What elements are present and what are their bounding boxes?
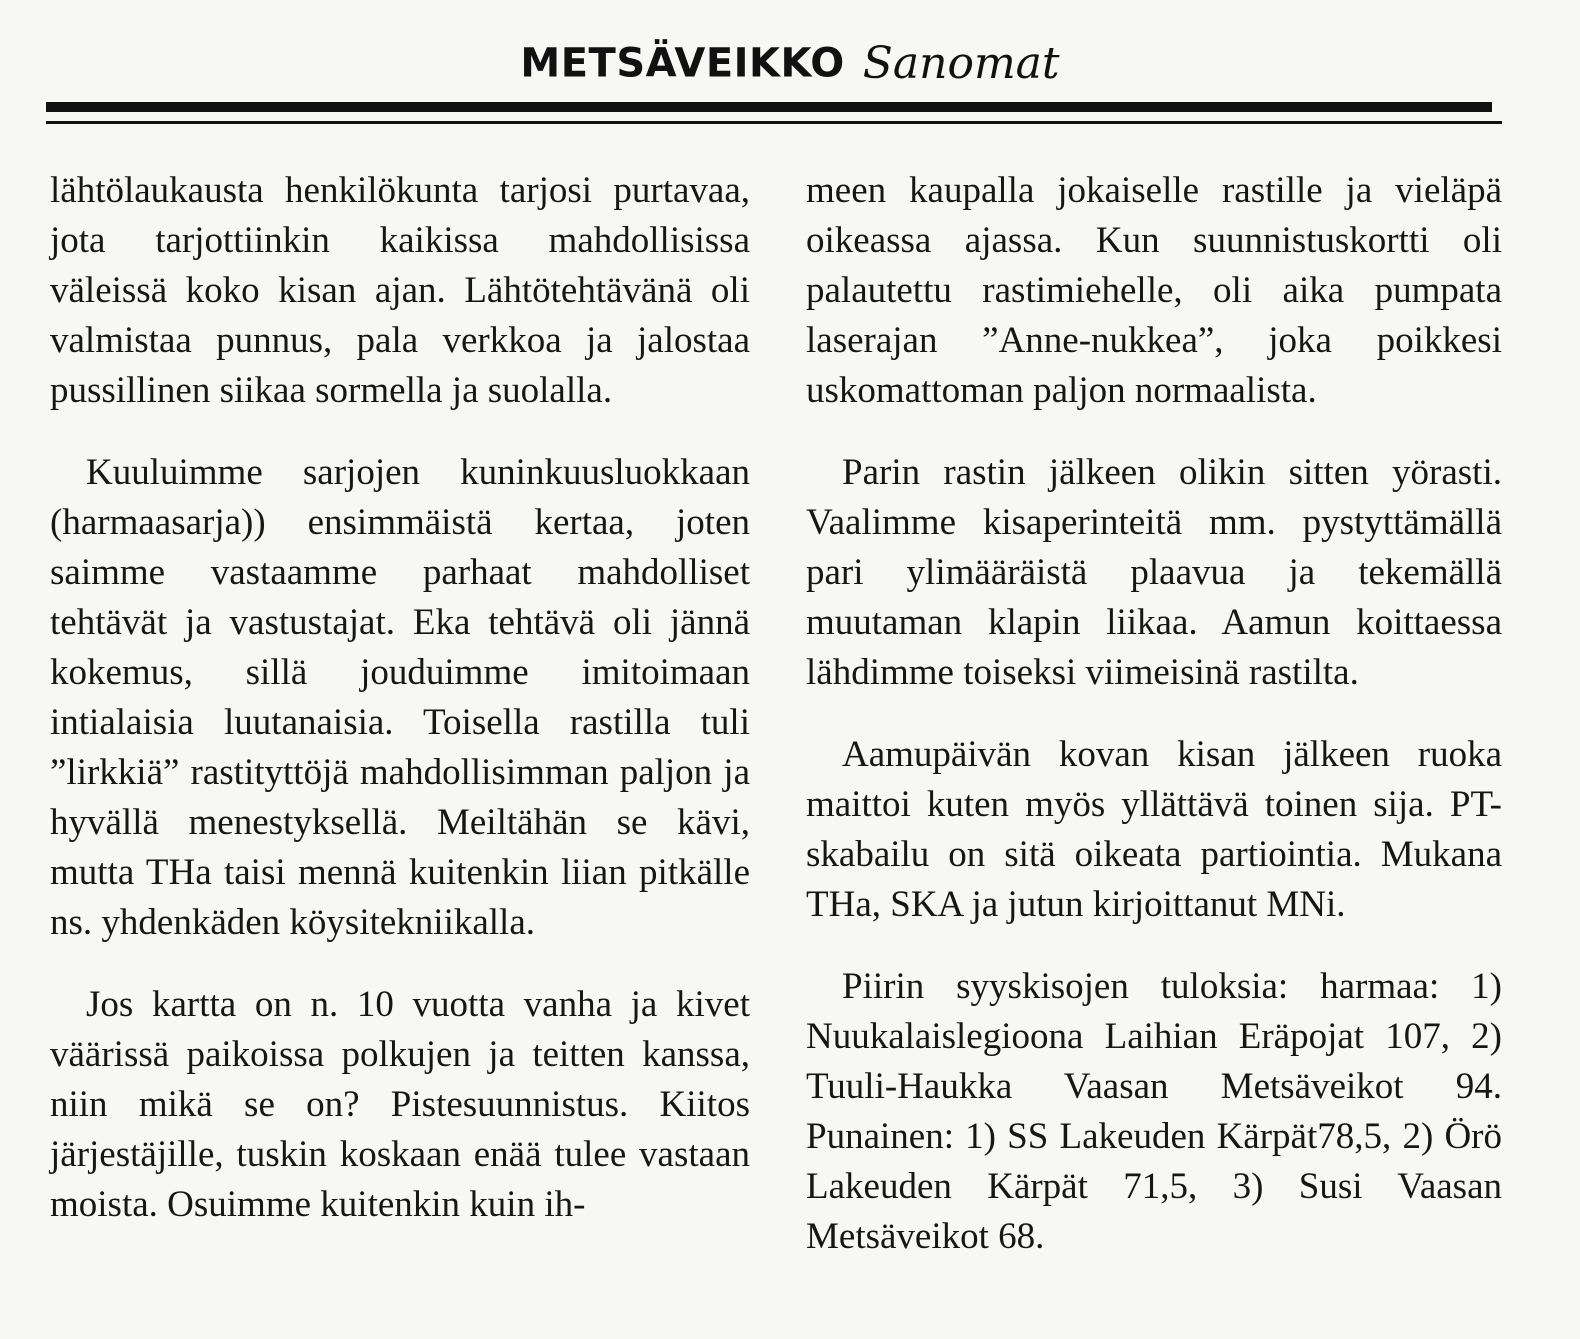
article-column-right <box>806 166 1502 1262</box>
publication-script-logo: Sanomat <box>862 38 1060 89</box>
masthead <box>0 38 1580 98</box>
paragraph: Parin rastin jälkeen olikin sitten yörasti. Vaalimme kisaperinteitä mm. pystyttämällä pari ylimääräistä plaavua ja tekemällä muutaman klapin liikaa. Aamun koittaessa lähdimme toiseksi viimeisinä rastilta. <box>806 452 1502 693</box>
article-column-left <box>50 166 750 1230</box>
paragraph: meen kaupalla jokaiselle rastille ja vieläpä oikeassa ajassa. Kun suunnistuskortti oli palautettu rastimiehelle, oli aika pumpata laserajan ”Anne-nukkea”, joka poikkesi uskomattoman paljon normaalista. <box>806 170 1502 411</box>
paragraph: Kuuluimme sarjojen kuninkuusluokkaan (harmaasarja)) ensimmäistä kertaa, joten saimme vastaamme parhaat mahdolliset tehtävät ja vastustajat. Eka tehtävä oli jännä kokemus, sillä jouduimme imitoimaan intialaisia luutanaisia. Toisella rastilla tuli ”lirkkiä” rastityttöjä mahdollisimman paljon ja hyvällä menestyksellä. Meiltähän se kävi, mutta THa taisi mennä kuitenkin liian pitkälle ns. yhdenkäden köysitekniikalla. <box>50 452 750 943</box>
paragraph: Aamupäivän kovan kisan jälkeen ruoka maittoi kuten myös yllättävä toinen sija. PT-skabailu on sitä oikeata partiointia. Mukana THa, SKA ja jutun kirjoittanut MNi. <box>806 734 1502 925</box>
header-rule-thick <box>46 102 1492 112</box>
paragraph: Jos kartta on n. 10 vuotta vanha ja kivet väärissä paikoissa polkujen ja teitten kanssa, niin mikä se on? Pistesuunnistus. Kiitos järjestäjille, tuskin koskaan enää tulee vastaan moista. Osuimme kuitenkin kuin ih- <box>50 984 750 1225</box>
results-paragraph: Piirin syyskisojen tuloksia: harmaa: 1) Nuukalaislegioona Laihian Eräpojat 107, 2) Tuuli-Haukka Vaasan Metsäveikot 94. Punainen: 1) SS Lakeuden Kärpät78,5, 2) Örö Lakeuden Kärpät 71,5, 3) Susi Vaasan Metsäveikot 68. <box>806 966 1502 1257</box>
paragraph: lähtölaukausta henkilökunta tarjosi purtavaa, jota tarjottiinkin kaikissa mahdollisissa väleissä koko kisan ajan. Lähtötehtävänä oli valmistaa punnus, pala verkkoa ja jalostaa pussillinen siikaa sormella ja suolalla. <box>50 170 750 411</box>
header-rule-thin <box>46 121 1502 124</box>
publication-name: METSÄVEIKKO <box>520 40 845 87</box>
